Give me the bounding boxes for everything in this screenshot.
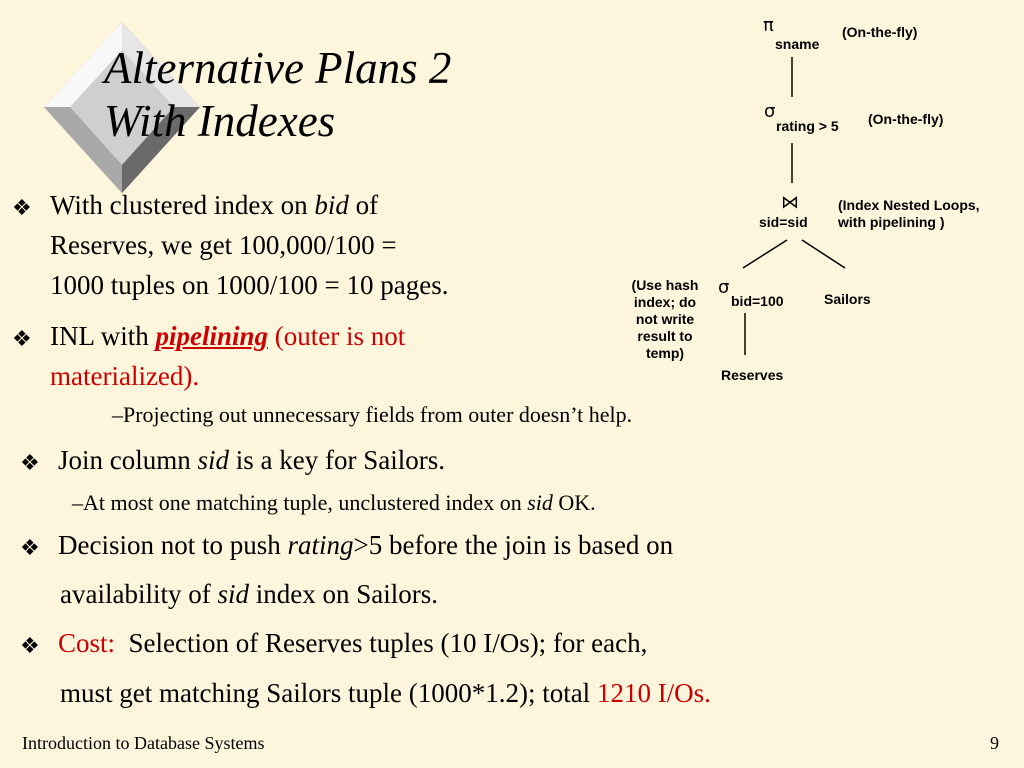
- selection-note: (On-the-fly): [868, 111, 944, 127]
- join-symbol: ⋈: [781, 192, 799, 213]
- bid-selection-node: [718, 279, 729, 297]
- bullet-4-text: availability of: [60, 579, 218, 609]
- hash-note-line: (Use hash: [631, 277, 699, 293]
- hash-note-line: index; do: [633, 294, 697, 310]
- bullet-4-text: Decision not to push: [58, 530, 288, 560]
- sailors-relation: Sailors: [824, 291, 871, 307]
- sigma-symbol: σ: [718, 277, 730, 298]
- bullet-icon: ❖: [20, 535, 40, 560]
- total-cost: 1210 I/Os.: [596, 678, 711, 708]
- join-note-line: (Index Nested Loops,: [838, 197, 980, 213]
- bullet-2-red-text: (outer is not: [268, 321, 406, 351]
- pipelining-term: pipelining: [155, 321, 269, 351]
- bullet-3-sub-italic: sid: [527, 490, 553, 515]
- bullet-1-line-2: Reserves, we get 100,000/100 =: [50, 230, 397, 260]
- bullet-5-text: Selection of Reserves tuples (10 I/Os); for each,: [115, 628, 648, 658]
- bullet-2-line-2: materialized).: [50, 361, 200, 391]
- hash-note-line: result to: [637, 328, 693, 344]
- cost-label: Cost:: [58, 628, 116, 658]
- hash-note: [620, 277, 710, 362]
- hash-note-line: temp): [645, 345, 685, 361]
- bullet-4-italic: rating: [287, 530, 354, 560]
- selection-condition: rating > 5: [776, 118, 839, 134]
- title-line-2: With Indexes: [104, 96, 336, 146]
- join-note-line: with pipelining ): [838, 214, 945, 230]
- selection-node: [764, 103, 775, 121]
- bullet-3-sub-text: –At most one matching tuple, unclustered index on: [72, 490, 528, 515]
- reserves-relation: Reserves: [721, 367, 784, 383]
- bullet-4-italic: sid: [217, 579, 249, 609]
- bullet-1-text: With clustered index on: [50, 190, 315, 220]
- bullet-4-text: before the join is based on: [382, 530, 674, 560]
- pi-symbol: π: [763, 15, 774, 36]
- bullet-icon: ❖: [20, 450, 40, 475]
- bullet-icon: ❖: [20, 633, 40, 658]
- projection-attr: sname: [775, 36, 820, 52]
- sigma-symbol: σ: [764, 101, 776, 122]
- bullet-3-italic: sid: [197, 445, 230, 475]
- bullet-1-line-3: 1000 tuples on 1000/100 = 10 pages.: [50, 270, 449, 300]
- join-node: [781, 194, 799, 212]
- bullet-3-text: Join column: [58, 445, 198, 475]
- page-number: 9: [990, 733, 999, 753]
- bullet-icon: ❖: [12, 195, 32, 220]
- hash-note-line: not write: [635, 311, 695, 327]
- bullet-2-text: INL with: [50, 321, 156, 351]
- bullet-3-text: is a key for Sailors.: [229, 445, 445, 475]
- title-line-1: Alternative Plans 2: [104, 43, 452, 93]
- projection-node: [763, 17, 774, 35]
- footer-course-title: Introduction to Database Systems: [22, 733, 265, 753]
- bullet-1-text: of: [348, 190, 379, 220]
- join-note: [838, 197, 980, 231]
- projection-note: (On-the-fly): [842, 24, 918, 40]
- bullet-icon: ❖: [12, 326, 32, 351]
- bid-selection-condition: bid=100: [731, 293, 784, 309]
- bullet-3-sub-text: OK.: [552, 490, 596, 515]
- bullet-2-sub: –Projecting out unnecessary fields from outer doesn’t help.: [112, 402, 633, 427]
- bullet-4-text: >5: [353, 530, 383, 560]
- bullet-5-text: must get matching Sailors tuple (1000*1.2); total: [60, 678, 597, 708]
- bullet-4-text: index on Sailors.: [248, 579, 438, 609]
- join-condition: sid=sid: [759, 214, 808, 230]
- bullet-1-italic: bid: [314, 190, 349, 220]
